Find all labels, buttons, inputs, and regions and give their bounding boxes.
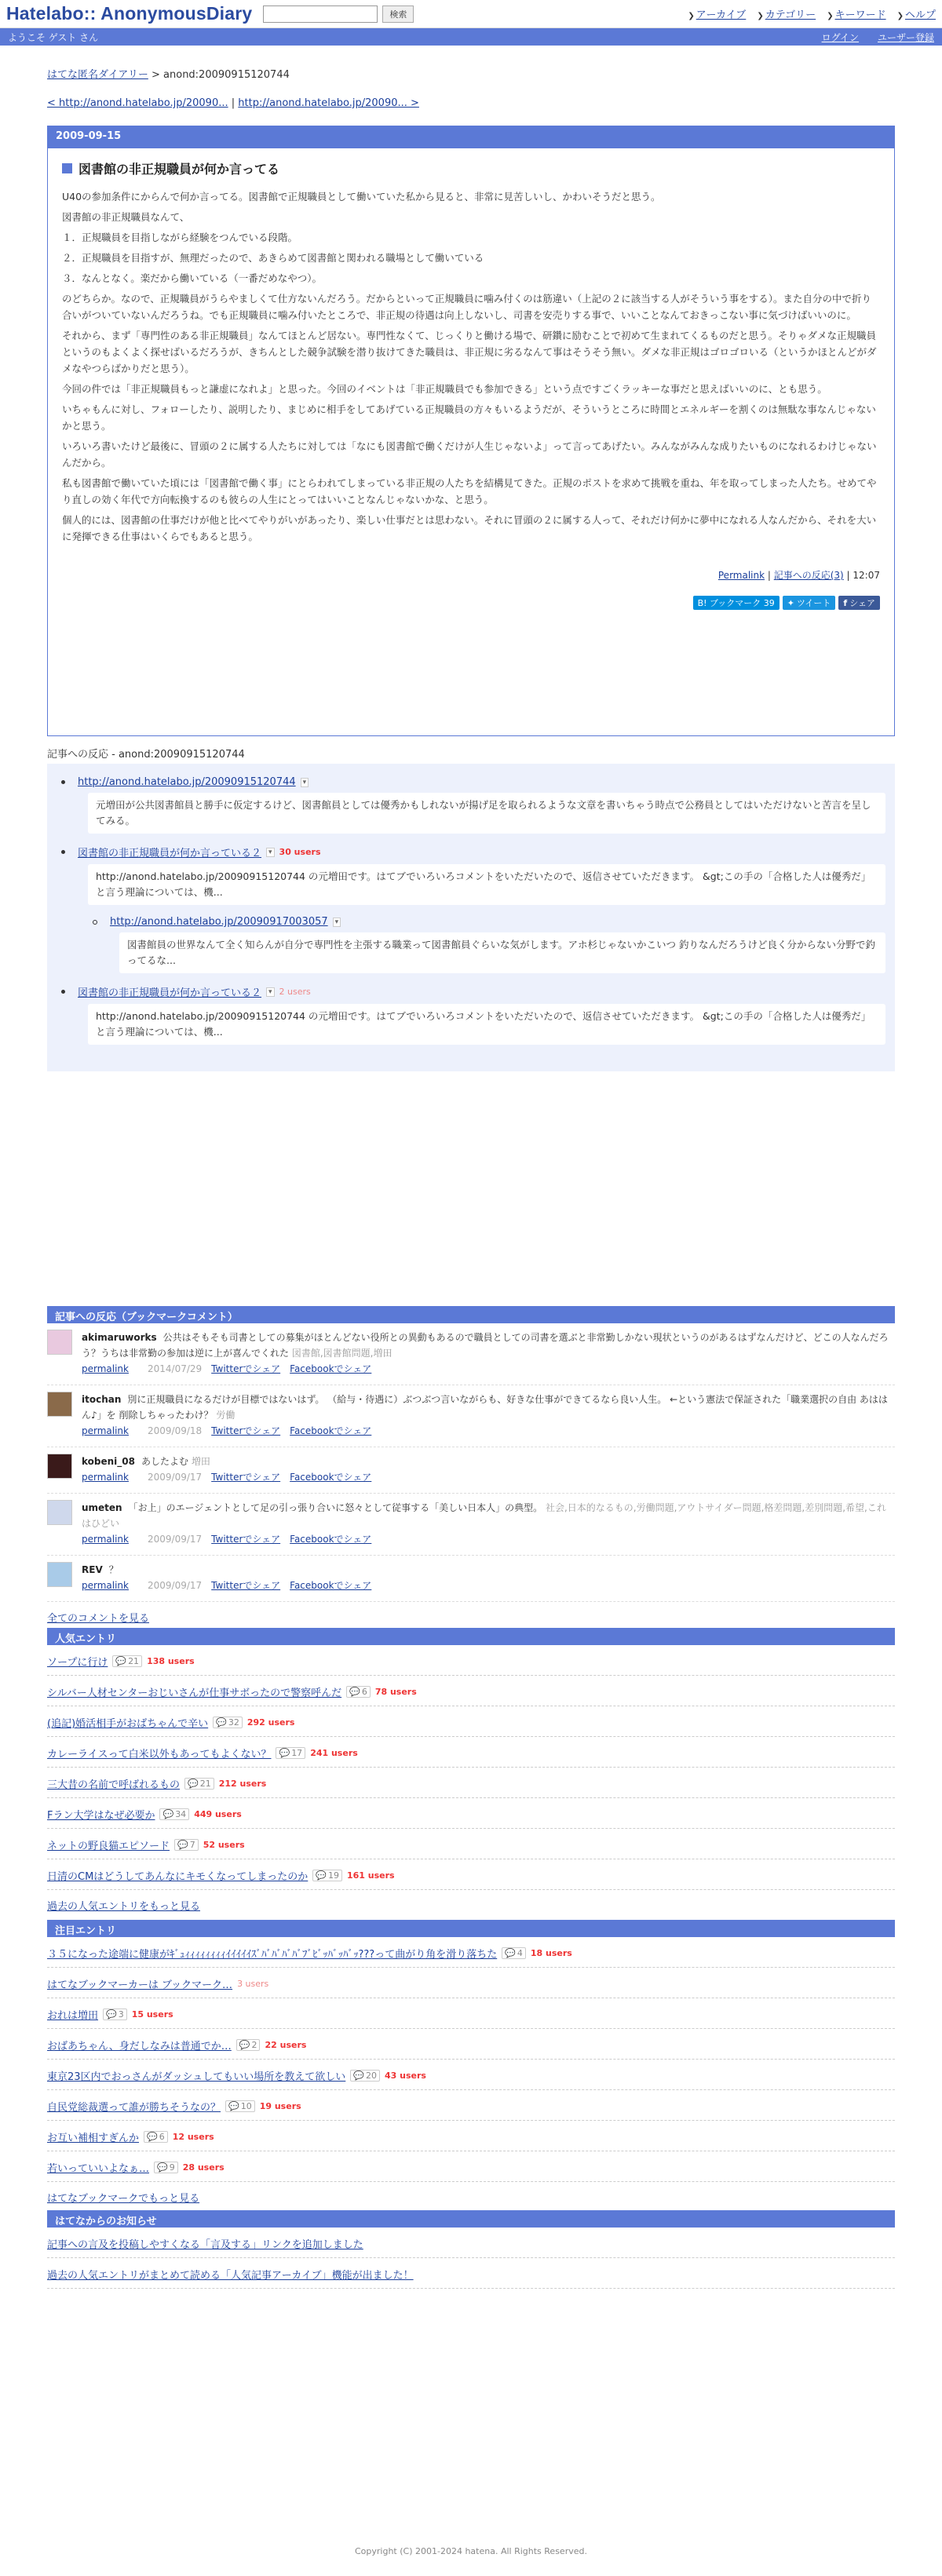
circle-bullet-icon [93,920,97,925]
register-link[interactable]: ユーザー登録 [877,31,934,43]
comment-icon: 💬 [115,1656,127,1666]
count-value: 3 [118,2009,124,2020]
count-value: 19 [328,1870,339,1881]
entry-pager [47,97,895,109]
comment-icon: 💬 [349,1687,360,1697]
entry-link[interactable]: ネットの野良猫エピソード [47,1841,170,1852]
comment-icon: 💬 [216,1717,227,1728]
facebook-share-link[interactable]: Facebookでシェア [290,1472,372,1483]
chevron-right-icon: ❯ [757,12,764,20]
bookmark-tags: 図書館,図書館問題,増田 [291,1348,392,1359]
count-value: 6 [361,1687,367,1697]
count-value: 21 [199,1779,211,1789]
popular-entries [47,1628,895,1921]
reactions-section [47,739,895,1071]
entry-paragraph: ２．正規職員を目指すが、無理だったので、あきらめて図書館と関われる職場として働いている [62,252,484,264]
count-value: 20 [366,2071,377,2081]
comment-icon: 💬 [353,2071,364,2081]
comment-icon: 💬 [239,2040,250,2050]
comment-icon: 💬 [228,2101,239,2111]
list-item [47,1968,895,1998]
users-count[interactable]: 19 users [259,2101,301,2111]
reaction-excerpt: http://anond.hatelabo.jp/20090915120744 の元増田です。はてブでいろいろコメントをいただいたので、返信させていただきます。 &gt;この手の「合格した人は優秀だ」と言う理論については、機... [88,864,885,905]
entry-paragraph: 個人的には、図書館の仕事だけが他と比べてやりがいがあったり、楽しい仕事だとは思わない。それに冒頭の２に属する人って、それだけ何かに夢中になれる人なんだから、それを大いに発揮できる仕事はいくらでもあると思う。 [62,514,877,542]
entry-link[interactable]: お互い補相すぎんか [47,2133,140,2144]
reaction-excerpt: 元増田が公共図書館員と勝手に仮定するけど、図書館員としては優秀かもしれないが揚げ足を取られるような文章を書いちゃう時点で公務員としてはいただけないと苦言を呈してみる。 [88,793,885,834]
bookmark-comment [47,1323,895,1385]
entry-body [62,188,880,545]
bookmark-permalink[interactable]: permalink [82,1472,129,1483]
top-bar [0,0,942,28]
entry-link[interactable]: シルバー人材センターおじいさんが仕事サボったので警察呼んだ [47,1688,342,1699]
permalink-link[interactable]: Permalink [717,570,765,581]
entry-link[interactable]: ３５になった途端に健康がｷﾞｭｨｨｨｨｨｨｨｨｲｲｲｲｲｽﾞﾊﾞﾊﾞﾊﾞﾊﾞﾌﾞﾋﾞｯﾊﾞｯﾊﾞｯ???って曲がり角を滑り落ちた [47,1949,498,1961]
entry-link[interactable]: カレーライスって白米以外もあってもよくない？ [47,1749,272,1761]
entry-paragraph: 私も図書館で働いていた頃には「図書館で働く事」にとらわれてしまっている非正規の人たちを結構見てきた。正規のポストを求めて挑戦を重ね、年を取ってしまった人たち。せめてやり直しの効く年代で方向転換するのも彼らの人生にとってはいいことなんじゃないかな、と思う。 [62,477,877,505]
chevron-right-icon: ❯ [896,12,904,20]
count-value: 34 [175,1809,187,1819]
comment-count[interactable] [184,1778,214,1790]
comment-count[interactable] [312,1870,342,1881]
bookmark-tags: 増田 [191,1456,210,1467]
comment-count[interactable] [154,2162,178,2173]
comment-count[interactable] [174,1839,199,1851]
entry-footer: Permalink | 記事への反応(3) | 12:07 [717,570,880,581]
comment-count[interactable] [346,1686,371,1698]
bookmark-date: 2009/09/17 [148,1472,203,1483]
twitter-share-link[interactable]: Twitterでシェア [211,1580,281,1591]
bookmark-permalink[interactable]: permalink [82,1534,129,1545]
users-count[interactable]: 28 users [182,2162,225,2173]
dropdown-icon[interactable]: ▾ [333,918,341,927]
bookmark-date: 2014/07/29 [148,1363,203,1374]
entry-link[interactable]: (追記)婚活相手がおばちゃんで辛い [47,1718,209,1730]
entry-paragraph: U40の参加条件にからんで何か言ってる。図書館で正規職員として働いていた私から見ると、非常に見苦しいし、かわいそうだと思う。 [62,191,661,203]
hot-entries [47,1920,895,2213]
users-count[interactable]: 241 users [310,1748,358,1758]
popular-more-link[interactable]: 過去の人気エントリをもっと見る [47,1901,201,1913]
entry-paragraph: いちゃもんに対し、フォローしたり、説明したり、まじめに相手をしてあげている正規職員の方々もいるようだが、そういうところに時間とエネルギーを割くのは無駄な事なんじゃないかと思う。 [62,403,876,432]
comment-icon: 💬 [316,1870,327,1881]
breadcrumb [47,66,895,81]
bullet-icon [61,780,65,784]
comment-icon: 💬 [147,2132,158,2142]
users-count[interactable]: 138 users [147,1656,195,1666]
hot-list [47,1937,895,2182]
avatar[interactable] [47,1392,72,1417]
login-link[interactable]: ログイン [821,31,859,43]
comment-icon: 💬 [279,1748,290,1758]
bookmark-permalink[interactable]: permalink [82,1580,129,1591]
reaction-excerpt: 図書館員の世界なんて全く知らんが自分で専門性を主張する職業って図書館員ぐらいな気がします。アホ杉じゃないかこいつ 釣りなんだろうけど良く分からない分野で釣ってるな... [119,932,885,973]
popular-title: 人気エントリ [47,1628,895,1645]
users-count[interactable]: 52 users [203,1840,245,1850]
users-count[interactable]: 15 users [131,2009,173,2020]
all-comments-link[interactable]: 全てのコメントを見る [47,1613,150,1625]
entry-link[interactable]: 自民党総裁選って誰が勝ちそうなの？ [47,2102,221,2114]
entry-link[interactable]: 東京23区内でおっさんがダッシュしてもいい場所を教えて欲しい [47,2071,346,2083]
popular-list [47,1645,895,1890]
bookmark-date: 2009/09/17 [148,1534,203,1545]
dropdown-icon[interactable]: ▾ [266,848,275,857]
bookmark-comments-section [47,1306,895,1633]
entry-paragraph: いろいろ書いたけど最後に、冒頭の２に属する人たちに対しては「なにも図書館で働くだけが人生じゃないよ」って言ってあげたい。みんながみんな成りたいものになれるわけじゃないんだから。 [62,440,877,469]
entry-paragraph: のどちらか。なので、正規職員がうらやましくて仕方ないんだろう。だからといって正規職員に噛み付くのは筋違い（上記の２に該当する人がそういう事をする）。また自分の中で折り合いがついていないんだろうね。でも正規職員に噛み付いたところで、非正規の待遇は向上しないし、司書を安売りする事で、いいことなんておきっこない事に気づけばいいのに。 [62,293,872,321]
day-section [47,126,895,736]
comment-count[interactable] [350,2070,380,2082]
nav-archive[interactable]: アーカイブ [696,9,747,21]
list-item [47,1998,895,2029]
count-value: 10 [240,2101,252,2111]
bookmark-user[interactable]: REV [82,1564,103,1575]
news-title: はてなからのお知らせ [47,2210,895,2228]
news-link[interactable]: 記事への言及を投稿しやすくなる「言及する」リンクを追加しました [47,2239,363,2251]
list-item [47,1676,895,1706]
list-item [47,2090,895,2121]
entry [48,148,894,622]
list-item [47,2029,895,2060]
entry-paragraph: 図書館の非正規職員なんて、 [62,211,190,223]
bookmark-permalink[interactable]: permalink [82,1425,129,1436]
comment-icon: 💬 [106,2009,117,2020]
bookmark-comment [47,1385,895,1447]
twitter-share-link[interactable]: Twitterでシェア [211,1363,281,1374]
list-item [47,2228,895,2258]
reactions-title: 記事への反応 - anond:20090915120744 [47,749,245,761]
reactions-list [47,764,895,1071]
list-item [47,1645,895,1676]
entry-link[interactable]: 三大昔の名前で呼ばれるもの [47,1779,181,1791]
count-value: 17 [291,1748,303,1758]
comment-icon: 💬 [505,1948,516,1958]
tweet-button[interactable] [783,596,836,610]
comment-icon: 💬 [177,1840,188,1850]
users-count[interactable]: 22 users [265,2040,307,2050]
share-buttons [62,596,880,610]
entry-link[interactable]: 若いっていいよなぁ… [47,2163,150,2175]
news-list [47,2228,895,2289]
bookmark-text: 別に正規職員になるだけが目標ではないはず。 （給与・待遇に）ぶつぶつ言いながらも、好きな仕事ができてるなら良い人生。 ←という憲法で保証された「職業選択の自由 あははん♪」を 削除しちゃったわけ？ [82,1394,888,1421]
chevron-right-icon: ❯ [688,12,695,20]
count-value: 32 [228,1717,239,1728]
reaction-sub-item [88,916,885,973]
reaction-item [57,776,885,834]
comment-icon: 💬 [188,1779,199,1789]
comment-icon: 💬 [162,1809,174,1819]
bookmark-tags: 労働 [216,1410,236,1421]
nav-keyword[interactable]: キーワード [834,9,886,21]
top-nav [688,6,936,21]
reactions-link[interactable]: 記事への反応(3) [773,570,844,581]
users-count[interactable]: 18 users [530,1948,572,1958]
bird-icon: ✦ [787,597,794,608]
count-value: 4 [517,1948,523,1958]
bookmark-text: ？ [108,1564,119,1575]
bookmark-comment [47,1494,895,1556]
bookmark-text: あしたよむ [141,1456,189,1467]
users-count[interactable]: 43 users [385,2071,426,2081]
comment-count[interactable] [502,1947,526,1959]
entry-paragraph: １．正規職員を目指しながら経験をつんでいる段階。 [62,232,298,243]
entry-link[interactable]: ソープに行け [47,1657,108,1669]
bookmark-user[interactable]: umeten [82,1502,122,1513]
bookmark-comment [47,1447,895,1494]
twitter-share-link[interactable]: Twitterでシェア [211,1472,281,1483]
entry-paragraph: ３．なんとなく。楽だから働いている（一番だめなやつ）。 [62,272,323,284]
entry-paragraph: 今回の件では「非正規職員もっと謙虚になれよ」と思った。今回のイベントは「非正規職員でも参加できる」という点ですごくラッキーな事だと思えばいいのに、とも思う。 [62,383,827,395]
entry-link[interactable]: はてなブックマーカーは ブックマーク… [47,1979,233,1991]
count-value: 2 [251,2040,257,2050]
avatar[interactable] [47,1562,72,1587]
entry-link[interactable]: Fラン大学はなぜ必要か [47,1810,155,1822]
reaction-item [57,984,885,1045]
welcome-text: ようこそ ゲスト さん [8,31,99,43]
list-item [47,2121,895,2151]
breadcrumb-sep: > [151,69,160,81]
reaction-link[interactable]: 図書館の非正規職員が何か言っている２ [78,848,262,859]
avatar[interactable] [47,1330,72,1355]
dropdown-icon[interactable]: ▾ [301,778,309,787]
copyright: Copyright (C) 2001-2024 hatena. All Rights Reserved. [355,2546,587,2556]
avatar[interactable] [47,1454,72,1479]
comment-count[interactable] [103,2009,127,2020]
list-item [47,2151,895,2182]
breadcrumb-current: anond:20090915120744 [163,69,290,81]
entry-link[interactable]: 日清のCMはどうしてあんなにキモくなってしまったのか [47,1871,309,1883]
facebook-share-button[interactable] [838,596,880,610]
list-item [47,1798,895,1829]
bookmark-tags: 社会,日本的なるもの,労働問題,アウトサイダー問題,格差問題,差別問題,希望,これはひどい [82,1502,886,1529]
twitter-share-link[interactable]: Twitterでシェア [211,1534,281,1545]
bookmark-user[interactable]: itochan [82,1394,122,1405]
bullet-icon [61,990,65,994]
tweet-label: ツイート [796,598,831,608]
bookmark-user[interactable]: kobeni_08 [82,1456,135,1467]
hatena-bookmark-button[interactable]: B! ブックマーク 39 [693,596,780,610]
users-count[interactable]: 292 users [246,1717,295,1728]
next-entry-link[interactable]: http://anond.hatelabo.jp/20090... > [238,97,419,109]
facebook-share-link[interactable]: Facebookでシェア [290,1363,372,1374]
users-count[interactable]: 449 users [194,1809,242,1819]
entry-link[interactable]: おれは増田 [47,2010,99,2022]
list-item [47,1859,895,1890]
chevron-right-icon: ❯ [827,12,834,20]
nav-category[interactable]: カテゴリー [765,9,816,21]
breadcrumb-home[interactable]: はてな匿名ダイアリー [47,69,148,81]
users-count[interactable]: 12 users [172,2132,214,2142]
comment-count[interactable] [159,1808,189,1820]
comment-count[interactable] [236,2039,261,2051]
comment-count[interactable] [213,1717,243,1728]
users-count[interactable]: 212 users [218,1779,267,1789]
users-count[interactable]: 30 users [279,847,321,857]
search-button[interactable]: 検索 [382,5,414,23]
bookmark-text: 「お上」のエージェントとして足の引っ張り合いに怒々として従事する「美しい日本人」の典型。 [128,1502,543,1513]
bookmark-user[interactable]: akimaruworks [82,1332,157,1343]
entry-title [62,159,880,177]
hot-title: 注目エントリ [47,1920,895,1937]
user-bar [0,28,942,46]
reaction-excerpt: http://anond.hatelabo.jp/20090915120744 の元増田です。はてブでいろいろコメントをいただいたので、返信させていただきます。 &gt;この手の「合格した人は優秀だ」と言う理論については、機... [88,1004,885,1045]
twitter-share-link[interactable]: Twitterでシェア [211,1425,281,1436]
avatar[interactable] [47,1500,72,1525]
list-item [47,1737,895,1768]
facebook-share-link[interactable]: Facebookでシェア [290,1425,372,1436]
bookmark-comments-title: 記事への反応（ブックマークコメント） [47,1306,895,1323]
hatena-news [47,2210,895,2289]
site-logo[interactable]: Hatelabo:: AnonymousDiary [6,3,253,24]
count-value: 6 [159,2132,165,2142]
entry-time: 12:07 [853,570,880,581]
entry-link[interactable]: おばあちゃん、身だしなみは普通でか… [47,2041,232,2052]
list-item [47,1768,895,1798]
bookmark-date: 2009/09/17 [148,1580,203,1591]
reaction-item [57,845,885,973]
facebook-icon: f [843,597,848,608]
hot-more-link[interactable]: はてなブックマークでもっと見る [47,2193,200,2205]
list-item [47,1829,895,1859]
search-input[interactable] [263,5,378,23]
pager-sep: | [231,97,236,109]
users-count[interactable]: 2 users [279,987,311,997]
comment-count[interactable] [112,1655,142,1667]
comment-count[interactable] [225,2100,255,2112]
dropdown-icon[interactable]: ▾ [266,987,275,997]
list-item [47,2258,895,2289]
bookmark-date: 2009/09/18 [148,1425,203,1436]
entry-paragraph: それから、まず「専門性のある非正規職員」なんてほとんど居ない。専門性なくて、じっくりと働ける場で、研鑽に励むことで初めて生まれてくるものだと思う。そりゃダメな正規職員というのもよくよく探せばいるだろうが、きちんとした競争試験を潜り抜けてきた職員は、非正規に劣るなんて事はそうそう無い。ダメな非正規はゴロゴロいる（というかほとんどがダメなやつらばかりだと思う）。 [62,330,877,374]
share-label: シェア [849,598,875,608]
list-item [47,1706,895,1737]
count-value: 9 [169,2162,175,2173]
comment-count[interactable] [276,1747,305,1759]
bookmark-comment [47,1556,895,1602]
day-date: 2009-09-15 [48,126,894,148]
entry-title-text: 図書館の非正規職員が何か言ってる [78,162,280,177]
count-value: 7 [189,1840,195,1850]
reaction-link[interactable]: 図書館の非正規職員が何か言っている２ [78,987,262,999]
list-item [47,2060,895,2090]
square-icon [62,163,72,173]
nav-help[interactable]: ヘルプ [904,9,936,21]
comment-icon: 💬 [157,2162,168,2173]
news-link[interactable]: 過去の人気エントリがまとめて読める「人気記事アーカイブ」機能が出ました！ [47,2270,414,2282]
comment-count[interactable] [144,2131,168,2143]
reaction-link[interactable]: http://anond.hatelabo.jp/20090917003057 [110,916,328,928]
count-value: 21 [128,1656,140,1666]
list-item [47,1937,895,1968]
bullet-icon [61,850,65,854]
users-count[interactable]: 78 users [374,1687,417,1697]
facebook-share-link[interactable]: Facebookでシェア [290,1580,372,1591]
facebook-share-link[interactable]: Facebookでシェア [290,1534,372,1545]
reaction-link[interactable]: http://anond.hatelabo.jp/20090915120744 [78,776,296,788]
bookmark-text: 公共はそもそも司書としての募集がほとんどない役所との異動もあるので職員としての司書を選ぶと非常勤しかない現状というのがあるはずなんだけど、どこの人なんだろう？うちは非常勤の参加は逆に上が喜んでくれた [82,1332,889,1359]
prev-entry-link[interactable]: < http://anond.hatelabo.jp/20090... [47,97,228,109]
users-count[interactable]: 3 users [237,1979,269,1989]
bookmark-permalink[interactable]: permalink [82,1363,129,1374]
users-count[interactable]: 161 users [347,1870,395,1881]
